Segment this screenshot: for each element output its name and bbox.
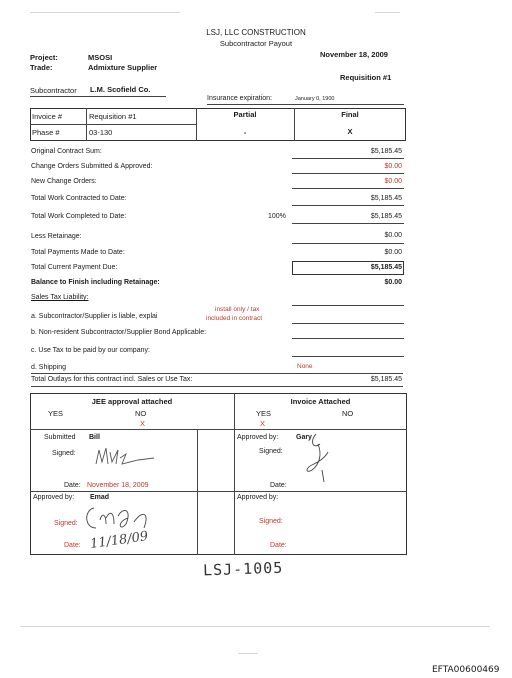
approval-grid-divider [197, 429, 198, 555]
invoice-value: Requisition #1 [89, 112, 137, 121]
line-label: Total Work Contracted to Date: [31, 195, 127, 202]
total-outlays-label: Total Outlays for this contract incl. Sales or Use Tax: [31, 376, 193, 383]
line-label: Balance to Finish including Retainage: [31, 279, 160, 286]
requisition-title: Requisition #1 [340, 73, 392, 82]
submitted-signed-label: Signed: [52, 450, 76, 457]
line-value: $5,185.45 [370, 213, 402, 220]
left-date-handwritten: 11/18/09 [89, 529, 150, 552]
submitted-date-value: November 18, 2009 [87, 482, 149, 489]
right-signed-label: Signed: [259, 448, 283, 455]
line-label: Less Retainage: [31, 233, 82, 240]
phase-label: Phase # [32, 128, 60, 137]
insurance-value: January 0, 1900 [295, 96, 335, 102]
approved-by-right-label: Approved by: [237, 434, 279, 441]
line-value: $0.00 [384, 249, 402, 256]
jee-no-label: NO [135, 409, 147, 418]
tax-a-label: a. Subcontractor/Supplier is liable, explai [31, 313, 158, 320]
project-label: Project: [30, 53, 58, 62]
invoice-yes-mark: X [260, 419, 266, 428]
scan-artifact [238, 653, 258, 654]
line-underline [292, 188, 404, 189]
line-value: $0.00 [384, 178, 402, 185]
approved-by-left-label: Approved by: [33, 494, 75, 501]
partial-label: Partial [233, 110, 257, 119]
line-value: $0.00 [384, 279, 402, 286]
project-value: MSOSI [88, 53, 113, 62]
tax-a-note: install only / tax [215, 306, 260, 313]
bates-number: EFTA00600469 [432, 665, 500, 675]
right-signature [292, 430, 338, 486]
scan-artifact [30, 12, 180, 13]
line-label: Original Contract Sum: [31, 148, 102, 155]
doc-title: Subcontractor Payout [219, 39, 293, 48]
trade-value: Admixture Supplier [88, 63, 158, 72]
submitted-label: Submitted [44, 434, 76, 441]
subcontractor-label: Subcontractor [30, 86, 77, 95]
final-label: Final [341, 110, 359, 119]
left-signature [80, 502, 160, 536]
shipping-value: None [297, 363, 313, 370]
jee-approval-title: JEE approval attached [91, 397, 173, 406]
approval-grid-divider [30, 491, 407, 492]
right-date-label: Date: [270, 482, 287, 489]
line-underline [292, 323, 404, 324]
line-label: Total Payments Made to Date: [31, 249, 125, 256]
line-value: $5,185.45 [370, 148, 402, 155]
line-label: New Change Orders: [31, 178, 97, 185]
partial-value: - [243, 128, 247, 137]
line-underline [292, 356, 404, 357]
tax-c-label: c. Use Tax to be paid by our company: [31, 347, 150, 354]
line-value: $5,185.45 [370, 264, 402, 271]
line-underline [31, 386, 403, 387]
line-underline [292, 205, 404, 206]
lower-right-date-label: Date: [270, 542, 287, 549]
submitted-signature [92, 444, 162, 468]
invoice-label: Invoice # [32, 112, 63, 121]
approved-by-right-value: Gary [296, 434, 312, 441]
scan-artifact [375, 12, 400, 13]
line-underline [292, 305, 404, 306]
line-label: Total Current Payment Due: [31, 264, 118, 271]
handwritten-code: LSJ-1005 [202, 558, 284, 580]
invoice-box-divider [86, 108, 87, 141]
line-underline [31, 373, 403, 374]
submitted-value: Bill [89, 434, 100, 441]
final-value: X [347, 127, 353, 136]
jee-yes-label: YES [48, 409, 64, 418]
invoice-box-divider [30, 124, 196, 125]
document-date: November 18, 2009 [320, 50, 388, 59]
line-underline [292, 223, 404, 224]
tax-b-label: b. Non-resident Subcontractor/Supplier Bond Applicable: [31, 329, 207, 336]
submitted-date-label: Date: [64, 482, 81, 489]
sales-tax-label: Sales Tax Liability: [31, 294, 89, 301]
line-value: $0.00 [384, 232, 402, 239]
tax-a-note: included in contract [206, 315, 263, 322]
subcontractor-underline [30, 96, 166, 97]
line-value: $0.00 [384, 163, 402, 170]
trade-label: Trade: [30, 63, 53, 72]
invoice-yes-label: YES [256, 409, 272, 418]
insurance-label: Insurance expiration: [207, 95, 272, 102]
left-signed-label: Signed: [54, 520, 78, 527]
invoice-attached-title: Invoice Attached [290, 397, 351, 406]
approved-by-lower-right-label: Approved by: [237, 494, 279, 501]
invoice-no-label: NO [342, 409, 354, 418]
completion-percent: 100% [268, 213, 286, 220]
line-underline [292, 158, 404, 159]
scan-artifact [20, 626, 490, 627]
insurance-underline [207, 104, 404, 105]
total-outlays-value: $5,185.45 [370, 376, 402, 383]
tax-d-label: d. Shipping [31, 364, 67, 371]
line-underline [292, 243, 404, 244]
approved-by-left-value: Emad [90, 494, 110, 501]
line-label: Total Work Completed to Date: [31, 213, 127, 220]
jee-no-mark: X [140, 419, 146, 428]
phase-value: 03-130 [89, 128, 113, 137]
line-label: Change Orders Submitted & Approved: [31, 163, 153, 170]
left-date-label: Date: [64, 542, 81, 549]
company-name: LSJ, LLC CONSTRUCTION [206, 28, 306, 37]
lower-right-signed-label: Signed: [259, 518, 283, 525]
approval-grid-divider [234, 393, 235, 555]
line-underline [292, 173, 404, 174]
line-underline [292, 338, 404, 339]
subcontractor-value: L.M. Scofield Co. [90, 85, 151, 94]
approval-grid-divider [30, 429, 407, 430]
line-value: $5,185.45 [370, 195, 402, 202]
